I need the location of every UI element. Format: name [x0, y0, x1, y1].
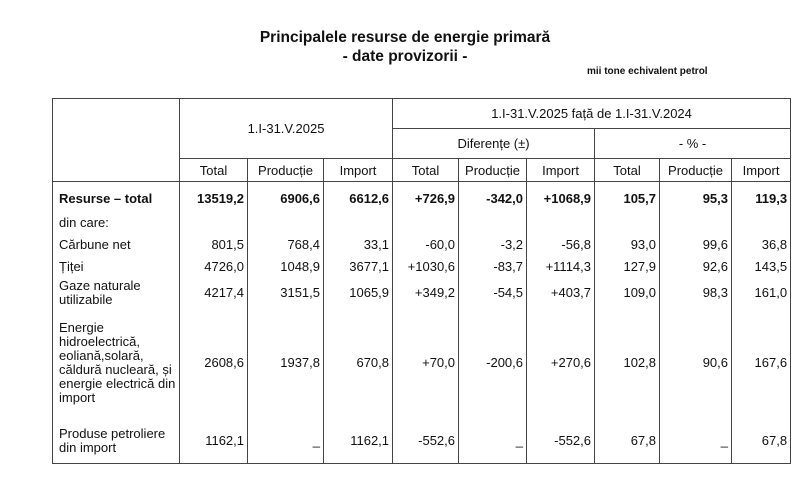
- header-empty-corner: [53, 99, 180, 182]
- header-period-compare: 1.I-31.V.2025 față de 1.I-31.V.2024: [393, 99, 791, 129]
- cell: 167,6: [732, 307, 791, 419]
- col-header: Producție: [459, 159, 527, 182]
- title-line-1: Principalele resurse de energie primară: [259, 29, 551, 46]
- cell: -83,7: [459, 256, 527, 278]
- cell: 670,8: [324, 307, 393, 419]
- cell: 1048,9: [248, 256, 324, 278]
- cell: 1065,9: [324, 278, 393, 307]
- cell: 161,0: [732, 278, 791, 307]
- cell: 67,8: [595, 419, 660, 464]
- cell: 33,1: [324, 234, 393, 256]
- cell: +726,9: [393, 182, 459, 213]
- cell: 93,0: [595, 234, 660, 256]
- table-row: [53, 419, 791, 464]
- cell: -56,8: [527, 234, 595, 256]
- cell: 92,6: [660, 256, 732, 278]
- col-header: Import: [732, 159, 791, 182]
- row-label: Energie hidroelectrică, eoliană,solară, căldură nucleară, și energie electrică din import: [53, 307, 180, 419]
- row-label: din care:: [53, 212, 180, 234]
- cell: 105,7: [595, 182, 660, 213]
- cell: -3,2: [459, 234, 527, 256]
- cell: 98,3: [660, 278, 732, 307]
- cell: +349,2: [393, 278, 459, 307]
- header-differences: Diferențe (±): [393, 129, 595, 159]
- cell: 36,8: [732, 234, 791, 256]
- table-row: [53, 278, 791, 307]
- cell: _: [459, 419, 527, 464]
- row-label: Țiței: [53, 256, 180, 278]
- cell: 768,4: [248, 234, 324, 256]
- cell: +1068,9: [527, 182, 595, 213]
- col-header: Producție: [660, 159, 732, 182]
- cell: +70,0: [393, 307, 459, 419]
- cell: 1162,1: [180, 419, 248, 464]
- table-row: [53, 256, 791, 278]
- cell: 1162,1: [324, 419, 393, 464]
- table-row-subheading: [53, 212, 791, 234]
- cell: 102,8: [595, 307, 660, 419]
- cell: 801,5: [180, 234, 248, 256]
- cell: -552,6: [393, 419, 459, 464]
- cell: 119,3: [732, 182, 791, 213]
- col-header: Total: [393, 159, 459, 182]
- row-label: Gaze naturale utilizabile: [53, 278, 180, 307]
- cell: 67,8: [732, 419, 791, 464]
- cell: +1114,3: [527, 256, 595, 278]
- cell: 3151,5: [248, 278, 324, 307]
- cell: +270,6: [527, 307, 595, 419]
- cell: -200,6: [459, 307, 527, 419]
- cell: -60,0: [393, 234, 459, 256]
- col-header: Import: [527, 159, 595, 182]
- energy-resources-table: [52, 98, 791, 464]
- col-header: Total: [180, 159, 248, 182]
- header-percent: - % -: [595, 129, 791, 159]
- cell: 127,9: [595, 256, 660, 278]
- col-header: Import: [324, 159, 393, 182]
- cell: -342,0: [459, 182, 527, 213]
- header-period-current: 1.I-31.V.2025: [180, 99, 393, 159]
- cell: 6612,6: [324, 182, 393, 213]
- col-header: Producție: [248, 159, 324, 182]
- cell: 2608,6: [180, 307, 248, 419]
- cell: _: [248, 419, 324, 464]
- table-row: [53, 307, 791, 419]
- cell: -552,6: [527, 419, 595, 464]
- cell: 6906,6: [248, 182, 324, 213]
- cell: +1030,6: [393, 256, 459, 278]
- page-title: [0, 28, 810, 66]
- cell: _: [660, 419, 732, 464]
- table-row: [53, 234, 791, 256]
- cell: 4726,0: [180, 256, 248, 278]
- col-header: Total: [595, 159, 660, 182]
- cell: +403,7: [527, 278, 595, 307]
- cell: 4217,4: [180, 278, 248, 307]
- cell: 90,6: [660, 307, 732, 419]
- row-label: Resurse – total: [53, 182, 180, 213]
- cell: 13519,2: [180, 182, 248, 213]
- row-label: Cărbune net: [53, 234, 180, 256]
- table-row-total: [53, 182, 791, 213]
- cell: 99,6: [660, 234, 732, 256]
- cell: -54,5: [459, 278, 527, 307]
- cell: 143,5: [732, 256, 791, 278]
- cell: 1937,8: [248, 307, 324, 419]
- title-line-2: - date provizorii -: [342, 48, 468, 65]
- cell: 3677,1: [324, 256, 393, 278]
- row-label: Produse petroliere din import: [53, 419, 180, 464]
- unit-note: mii tone echivalent petrol: [587, 66, 708, 77]
- cell: 95,3: [660, 182, 732, 213]
- cell: 109,0: [595, 278, 660, 307]
